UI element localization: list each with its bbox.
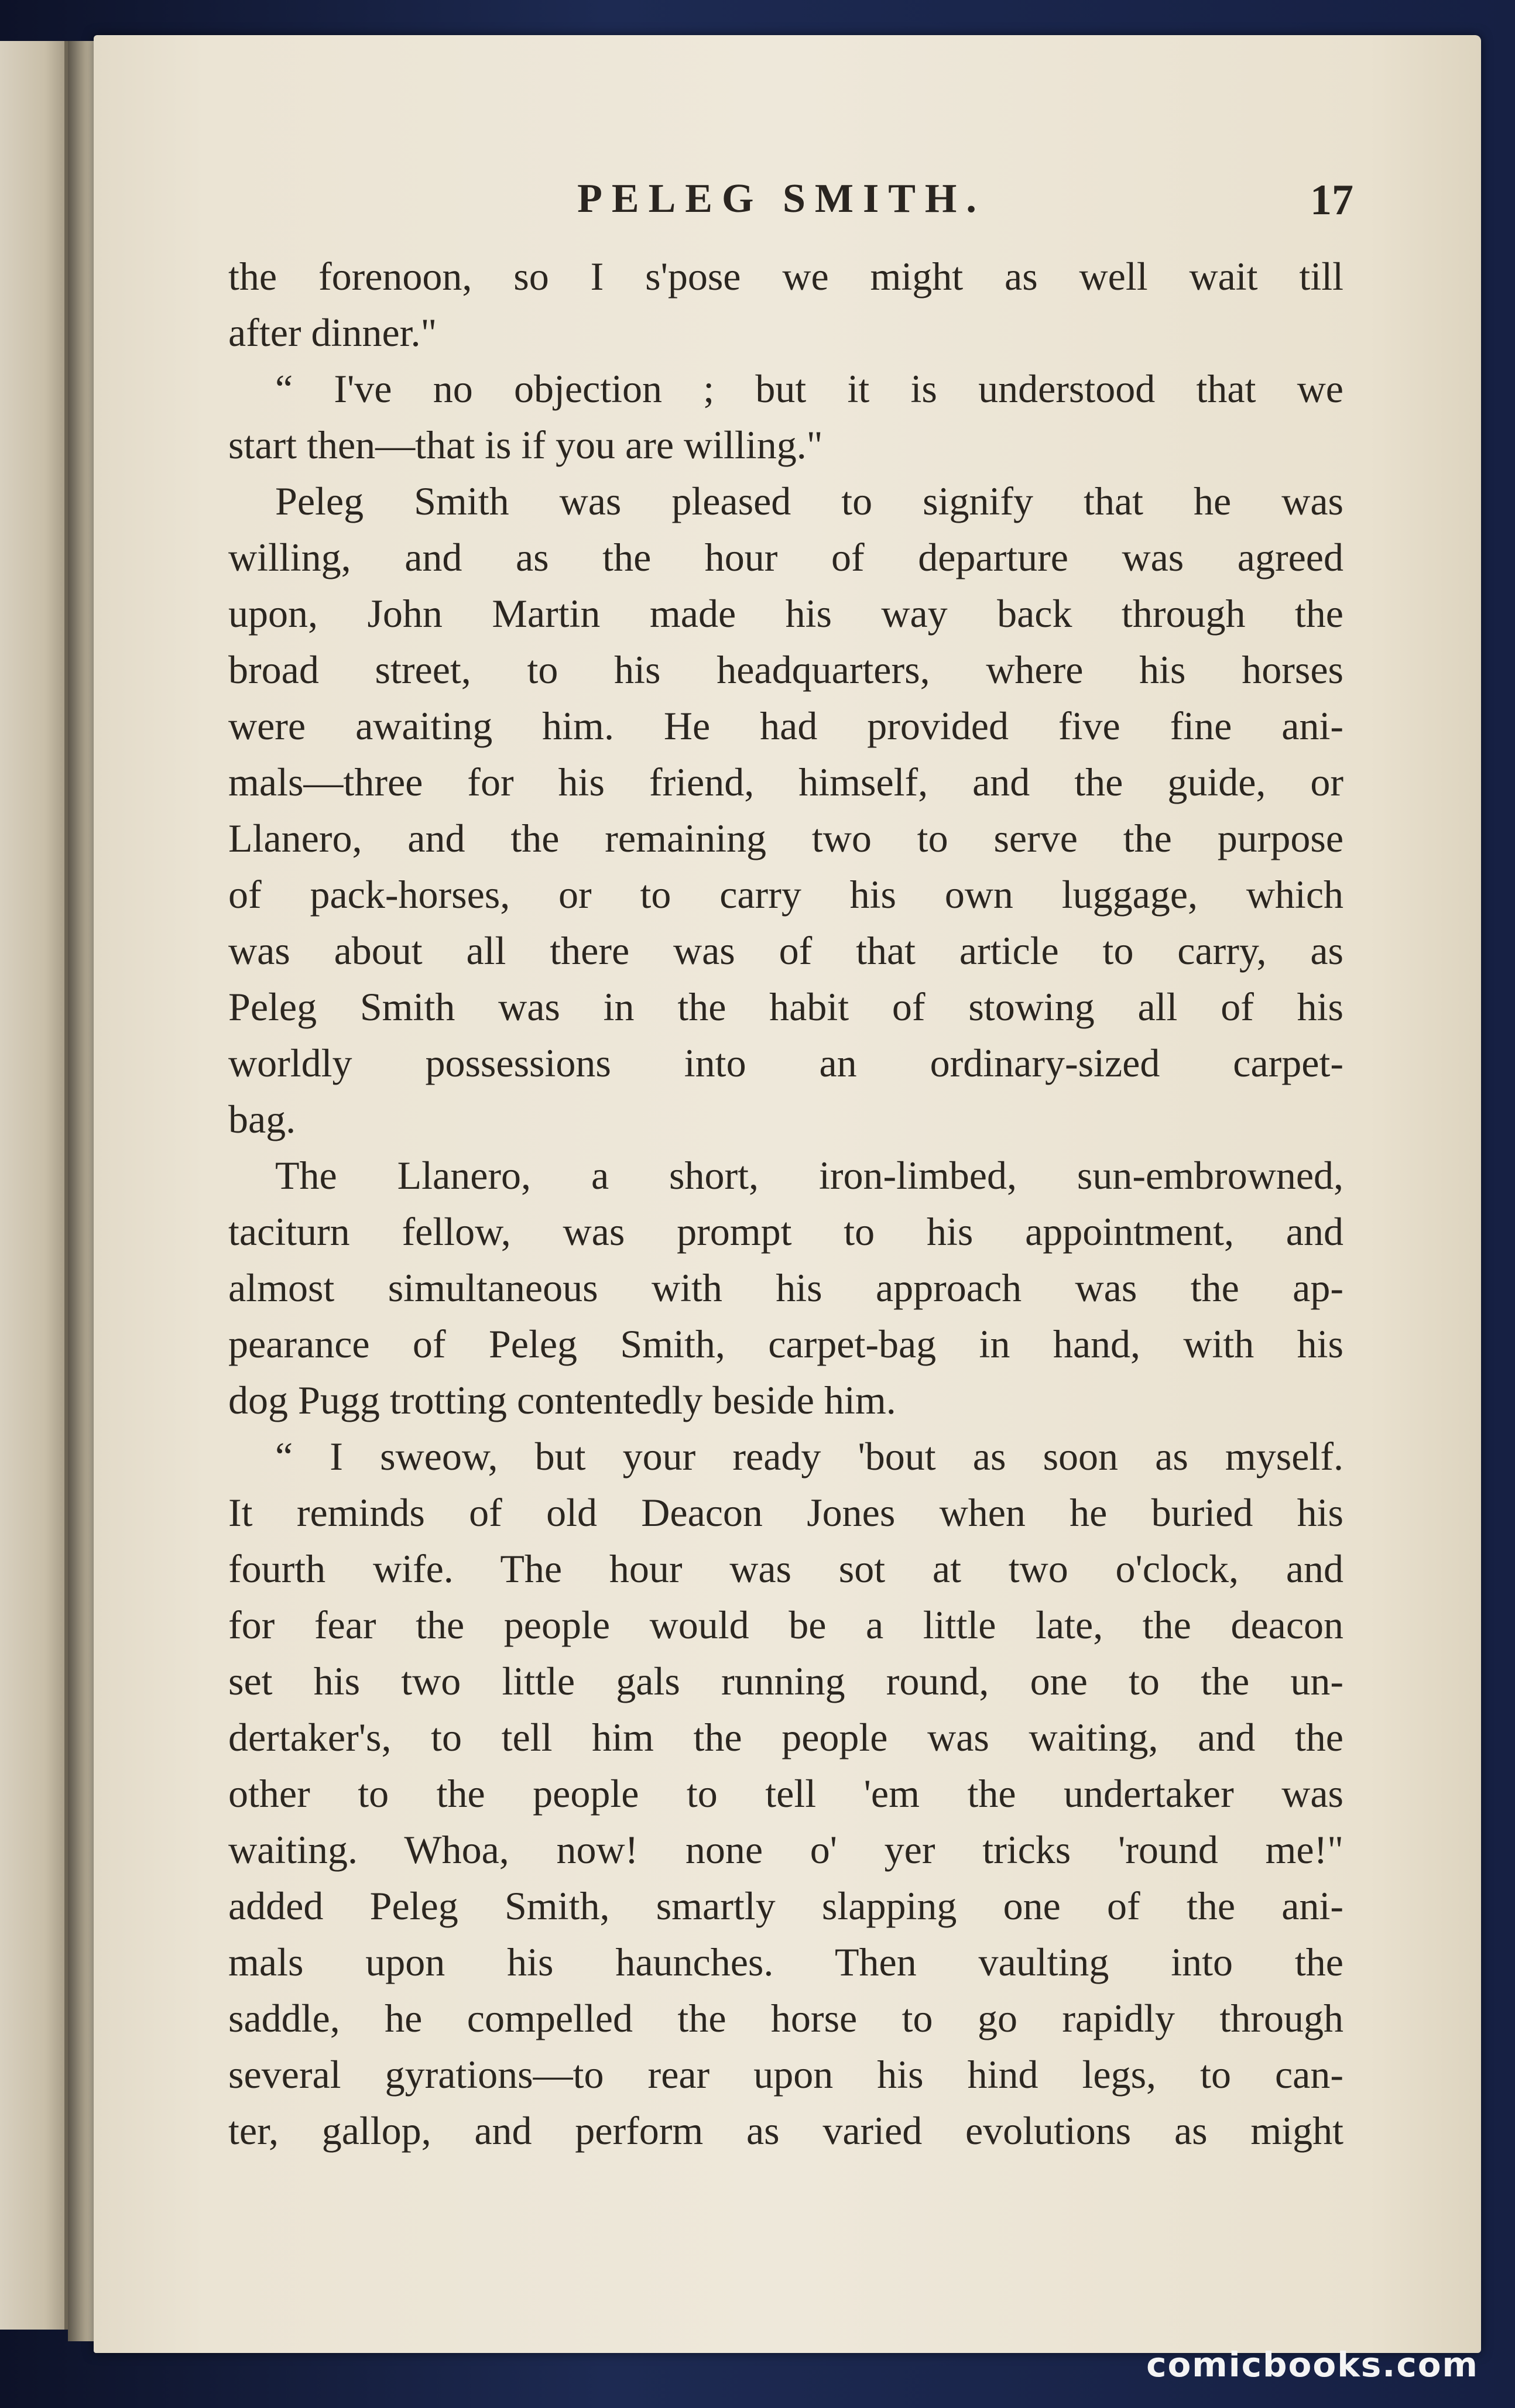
left-page-edge — [0, 41, 68, 2330]
text-line: mals upon his haunches. Then vaulting into the — [228, 1940, 1343, 1984]
text-line: was about all there was of that article to carry, as — [228, 928, 1343, 973]
text-line: Peleg Smith was in the habit of stowing all of his — [228, 985, 1343, 1029]
text-line: dertaker's, to tell him the people was waiting, and the — [228, 1715, 1343, 1759]
text-line: after dinner." — [228, 310, 437, 355]
text-line: dog Pugg trotting contentedly beside him. — [228, 1378, 896, 1422]
text-line: The Llanero, a short, iron-limbed, sun-embrowned, — [275, 1153, 1343, 1198]
text-line: Llanero, and the remaining two to serve the purpose — [228, 816, 1343, 860]
text-line: added Peleg Smith, smartly slapping one of the ani- — [228, 1884, 1343, 1928]
text-line: broad street, to his headquarters, where his horses — [228, 647, 1343, 692]
text-line: Peleg Smith was pleased to signify that he was — [275, 479, 1343, 523]
running-head: PELEG SMITH. — [577, 176, 986, 221]
text-line: start then—that is if you are willing." — [228, 423, 823, 467]
page-number: 17 — [1310, 176, 1353, 224]
text-line: taciturn fellow, was prompt to his appointment, and — [228, 1209, 1343, 1254]
text-line: bag. — [228, 1097, 296, 1141]
text-line: willing, and as the hour of departure was agreed — [228, 535, 1343, 579]
text-line: It reminds of old Deacon Jones when he buried his — [228, 1490, 1343, 1535]
text-line: for fear the people would be a little late, the deacon — [228, 1603, 1343, 1647]
text-line: fourth wife. The hour was sot at two o'clock, and — [228, 1546, 1343, 1591]
body-text — [228, 248, 1343, 2159]
text-line: ter, gallop, and perform as varied evolutions as might — [228, 2108, 1343, 2153]
text-line: other to the people to tell 'em the undertaker was — [228, 1771, 1343, 1816]
text-line: were awaiting him. He had provided five fine ani- — [228, 704, 1343, 748]
text-line: pearance of Peleg Smith, carpet-bag in hand, with his — [228, 1322, 1343, 1366]
text-line: “ I've no objection ; but it is understood that we — [275, 366, 1343, 411]
text-line: the forenoon, so I s'pose we might as well wait till — [228, 254, 1343, 299]
text-line: worldly possessions into an ordinary-sized carpet- — [228, 1041, 1343, 1085]
text-line: waiting. Whoa, now! none o' yer tricks 'round me!" — [228, 1827, 1343, 1872]
page-header — [222, 176, 1353, 234]
text-line: upon, John Martin made his way back through the — [228, 591, 1343, 636]
watermark: comicbooks.com — [1146, 2345, 1479, 2385]
text-line: saddle, he compelled the horse to go rapidly through — [228, 1996, 1343, 2040]
text-line: mals—three for his friend, himself, and the guide, or — [228, 760, 1343, 804]
text-line: “ I sweow, but your ready 'bout as soon as myself. — [275, 1434, 1343, 1479]
text-line: set his two little gals running round, one to the un- — [228, 1659, 1343, 1703]
text-line: of pack-horses, or to carry his own luggage, which — [228, 872, 1343, 917]
text-line: several gyrations—to rear upon his hind legs, to can- — [228, 2052, 1343, 2097]
text-line: almost simultaneous with his approach was the ap- — [228, 1265, 1343, 1310]
